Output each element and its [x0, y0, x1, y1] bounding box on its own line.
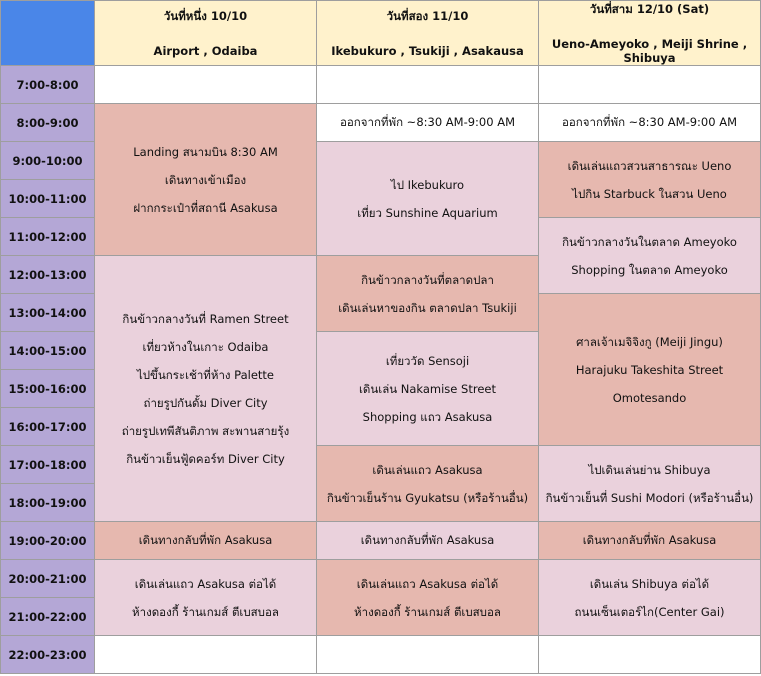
day2-title: วันที่สอง 11/10 [386, 9, 469, 23]
time-row [1, 560, 761, 598]
day1-places: Airport , Odaiba [153, 44, 258, 58]
time-cell[interactable]: 8:00-9:00 [1, 104, 95, 142]
day2-morning-cell[interactable] [317, 142, 539, 256]
time-row [1, 522, 761, 560]
activity-text: เดินเล่นแถวสวนสาธารณะ Ueno [567, 158, 732, 173]
time-cell[interactable]: 16:00-17:00 [1, 408, 95, 446]
activity-text: ห้างดองกี้ ร้านเกมส์ ตีเบสบอล [132, 604, 279, 619]
day2-evening-cell[interactable] [317, 446, 539, 522]
activity-text: Shopping ในตลาด Ameyoko [571, 262, 728, 277]
activity-text: ฝากกระเป๋าที่สถานี Asakusa [133, 200, 278, 215]
activity-text: เที่ยววัด Sensoji [385, 353, 470, 368]
time-cell[interactable]: 15:00-16:00 [1, 370, 95, 408]
time-cell[interactable]: 11:00-12:00 [1, 218, 95, 256]
activity-text: เดินทางกลับที่พัก Asakusa [138, 532, 273, 547]
activity-text: เดินเล่นแถว Asakusa [372, 462, 483, 477]
day1-empty-cell[interactable] [95, 636, 317, 674]
day3-morning-cell[interactable] [539, 142, 761, 218]
activity-text: กินข้าวกลางวันที่ตลาดปลา [361, 272, 494, 287]
day2-empty-cell[interactable] [317, 636, 539, 674]
activity-text: กินข้าวเย็นที่ Sushi Modori (หรือร้านอื่น) [545, 490, 754, 505]
activity-text: กินข้าวเย็นร้าน Gyukatsu (หรือร้านอื่น) [326, 490, 529, 505]
activity-text: ห้างดองกี้ ร้านเกมส์ ตีเบสบอล [354, 604, 501, 619]
activity-text: ถนนเซ็นเตอร์ไก(Center Gai) [574, 604, 725, 619]
day3-night-cell[interactable] [539, 560, 761, 636]
activity-text: กินข้าวกลางวันที่ Ramen Street [122, 311, 289, 326]
time-cell[interactable]: 22:00-23:00 [1, 636, 95, 674]
time-cell[interactable]: 13:00-14:00 [1, 294, 95, 332]
day3-lunch-cell[interactable] [539, 218, 761, 294]
time-cell[interactable]: 21:00-22:00 [1, 598, 95, 636]
time-cell[interactable]: 14:00-15:00 [1, 332, 95, 370]
time-cell[interactable]: 9:00-10:00 [1, 142, 95, 180]
activity-text: Shopping แถว Asakusa [362, 409, 493, 424]
activity-text: เดินทางกลับที่พัก Asakusa [360, 532, 495, 547]
day2-return-cell[interactable] [317, 522, 539, 560]
day1-morning-cell[interactable] [95, 104, 317, 256]
activity-text: เดินทางกลับที่พัก Asakusa [582, 532, 717, 547]
activity-text: เดินเล่นแถว Asakusa ต่อได้ [356, 576, 499, 591]
day3-afternoon-cell[interactable] [539, 294, 761, 446]
day3-return-cell[interactable] [539, 522, 761, 560]
time-row [1, 66, 761, 104]
day3-empty-cell[interactable] [539, 66, 761, 104]
day2-depart-cell[interactable] [317, 104, 539, 142]
activity-text: เดินทางเข้าเมือง [164, 172, 247, 187]
day3-header[interactable] [539, 1, 761, 66]
activity-text: กินข้าวเย็นฟู้ดคอร์ท Diver City [126, 451, 285, 466]
time-cell[interactable]: 18:00-19:00 [1, 484, 95, 522]
time-row [1, 104, 761, 142]
activity-text: ออกจากที่พัก ~8:30 AM-9:00 AM [339, 114, 516, 129]
day2-places: Ikebukuro , Tsukiji , Asakausa [331, 44, 524, 58]
day2-afternoon-cell[interactable] [317, 332, 539, 446]
activity-text: ออกจากที่พัก ~8:30 AM-9:00 AM [561, 114, 738, 129]
activity-text: ไปเดินเล่นย่าน Shibuya [588, 462, 711, 477]
activity-text: ถ่ายรูปเทพีสันติภาพ สะพานสายรุ้ง [121, 423, 290, 438]
activity-text: Landing สนามบิน 8:30 AM [133, 144, 278, 159]
day2-header[interactable] [317, 1, 539, 66]
day1-night-cell[interactable] [95, 560, 317, 636]
activity-text: เที่ยว Sunshine Aquarium [357, 205, 498, 220]
day2-lunch-cell[interactable] [317, 256, 539, 332]
day1-title: วันที่หนึ่ง 10/10 [163, 9, 248, 23]
day1-header[interactable] [95, 1, 317, 66]
day1-return-cell[interactable] [95, 522, 317, 560]
activity-text: เที่ยวห้างในเกาะ Odaiba [142, 339, 269, 354]
activity-text: เดินเล่นแถว Asakusa ต่อได้ [134, 576, 277, 591]
day3-places: Ueno-Ameyoko , Meiji Shrine , Shibuya [551, 37, 748, 65]
activity-text: Harajuku Takeshita Street [575, 362, 724, 377]
time-cell[interactable]: 17:00-18:00 [1, 446, 95, 484]
day3-empty-cell[interactable] [539, 636, 761, 674]
activity-text: ถ่ายรูปกันดั้ม Diver City [143, 395, 268, 410]
day2-empty-cell[interactable] [317, 66, 539, 104]
time-cell[interactable]: 12:00-13:00 [1, 256, 95, 294]
day2-night-cell[interactable] [317, 560, 539, 636]
day1-empty-cell[interactable] [95, 66, 317, 104]
activity-text: ไปกิน Starbuck ในสวน Ueno [572, 186, 727, 201]
time-cell[interactable]: 10:00-11:00 [1, 180, 95, 218]
time-row [1, 636, 761, 674]
activity-text: เดินเล่นหาของกิน ตลาดปลา Tsukiji [338, 300, 517, 315]
activity-text: เดินเล่น Nakamise Street [359, 381, 496, 396]
activity-text: Omotesando [612, 390, 687, 405]
corner-cell[interactable] [1, 1, 95, 66]
time-cell[interactable]: 7:00-8:00 [1, 66, 95, 104]
header-row [1, 1, 761, 66]
activity-text: ศาลเจ้าเมจิจิงกู (Meiji Jingu) [576, 334, 723, 349]
activity-text: กินข้าวกลางวันในตลาด Ameyoko [562, 234, 737, 249]
time-cell[interactable]: 19:00-20:00 [1, 522, 95, 560]
day3-evening-cell[interactable] [539, 446, 761, 522]
activity-text: ไปขึ้นกระเช้าที่ห้าง Palette [136, 367, 275, 382]
day1-afternoon-cell[interactable] [95, 256, 317, 522]
day3-title: วันที่สาม 12/10 (Sat) [589, 2, 710, 16]
activity-text: เดินเล่น Shibuya ต่อได้ [589, 576, 710, 591]
activity-text: ไป Ikebukuro [390, 177, 465, 192]
time-cell[interactable]: 20:00-21:00 [1, 560, 95, 598]
day3-depart-cell[interactable] [539, 104, 761, 142]
